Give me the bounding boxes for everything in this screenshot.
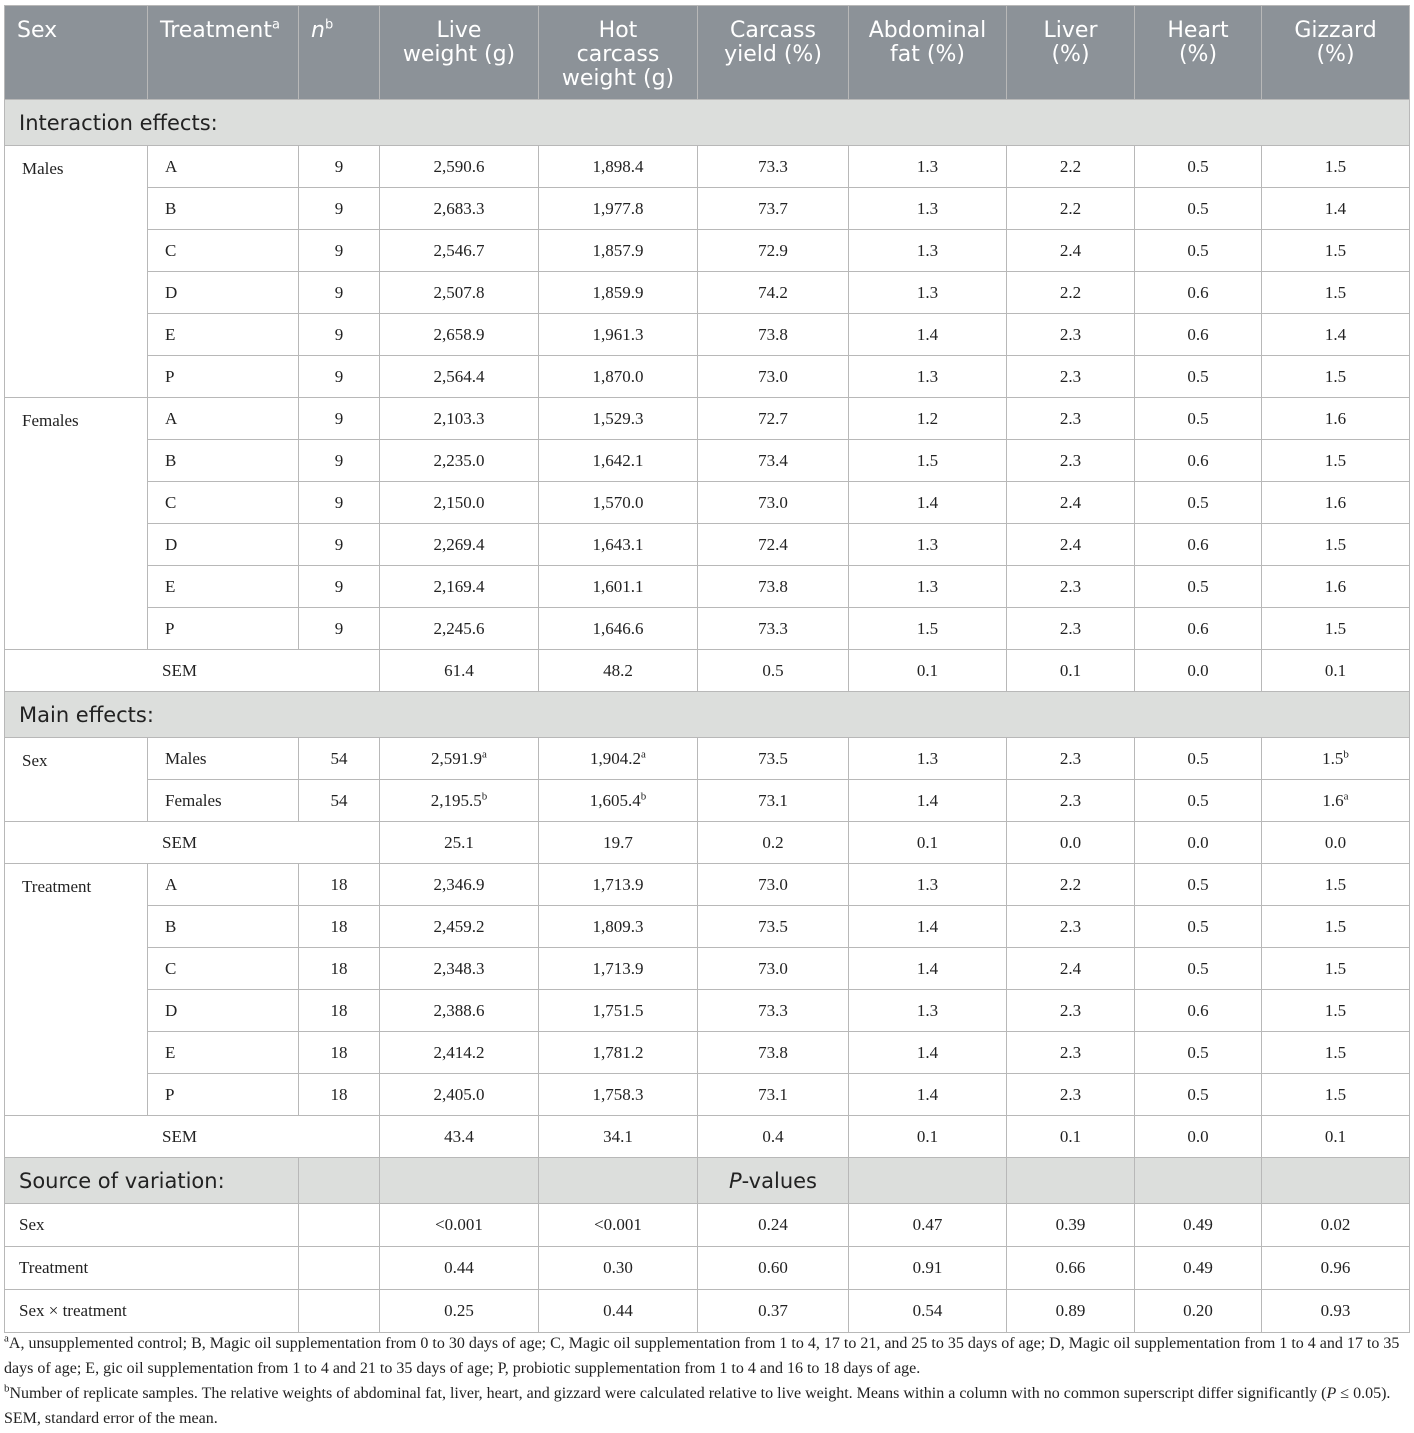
value-cell: 73.1 [698,780,849,822]
value-cell: 1.3 [849,566,1007,608]
header-row [5,6,1410,100]
col-abdominal-fat: Abdominal fat (%) [849,6,1007,100]
value-cell: 1.4 [849,1074,1007,1116]
value-cell: 2.2 [1007,272,1135,314]
value-cell: 1,977.8 [539,188,698,230]
table-body [5,100,1410,1333]
value-cell: 2,245.6 [380,608,539,650]
value-cell: 0.5 [1135,906,1262,948]
treatment-cell: E [148,1032,299,1074]
value-cell: 1,570.0 [539,482,698,524]
value-cell: 2,169.4 [380,566,539,608]
blank-cell [1135,1158,1262,1204]
sem-value: 0.5 [698,650,849,692]
sem-value: 0.1 [849,1116,1007,1158]
significance-superscript: b [481,789,488,802]
value-cell: 1,758.3 [539,1074,698,1116]
value-cell: 1.5 [1262,356,1410,398]
value-cell: 1,605.4$^b$ [539,780,698,822]
value-cell: 1.4 [1262,188,1410,230]
treatment-cell: A [148,864,299,906]
value-cell: 2,658.9 [380,314,539,356]
table-row [5,566,1410,608]
value-cell: 1.5 [849,608,1007,650]
value-cell: 9 [299,356,380,398]
value-cell: 0.5 [1135,864,1262,906]
table-row [5,1074,1410,1116]
value-cell: 1.5 [849,440,1007,482]
value-cell: 1.3 [849,188,1007,230]
value-cell: 18 [299,990,380,1032]
sem-row [5,822,1410,864]
value-cell: 0.6 [1135,272,1262,314]
value-cell: 0.6 [1135,990,1262,1032]
value-cell: 0.5 [1135,1032,1262,1074]
value-cell: 73.3 [698,608,849,650]
value-cell: 2.3 [1007,906,1135,948]
value-cell: 73.7 [698,188,849,230]
sem-value: 48.2 [539,650,698,692]
table-row [5,864,1410,906]
sem-value: 0.1 [1262,650,1410,692]
pvalue-row [5,1247,1410,1290]
value-cell: 9 [299,272,380,314]
value-cell: 1,601.1 [539,566,698,608]
footnote-a: $^a$A, unsupplemented control; B, Magic oil supplementation from 0 to 30 days of age; C, Magic oil supplementation from 1 to 4, 17 to 21, and 25 to 35 days of age; D, Magic oil supplementation from 1 to 4 and 17 to 35 days of age; E, gic oil supplementation from 1 to 4 and 21 to 35 days of age; P, probiotic supplementation from 1 to 4 and 16 to 18 days of age. [4,1332,1400,1377]
value-cell: 0.5 [1135,230,1262,272]
significance-superscript: a [482,747,487,760]
value-cell: 1,529.3 [539,398,698,440]
value-cell: 9 [299,188,380,230]
value-cell: 2,150.0 [380,482,539,524]
col-treatment: Treatment$^a$ [148,6,299,100]
value-cell: 1.3 [849,230,1007,272]
pvalue-cell: 0.54 [849,1290,1007,1333]
blank-cell [849,1158,1007,1204]
table-row [5,188,1410,230]
pvalue-cell: 0.37 [698,1290,849,1333]
value-cell: 2,564.4 [380,356,539,398]
pvalue-cell: 0.44 [539,1290,698,1333]
sem-value: 0.0 [1007,822,1135,864]
value-cell: 2.4 [1007,230,1135,272]
value-cell: 1,781.2 [539,1032,698,1074]
value-cell: 1.3 [849,272,1007,314]
treatment-cell: B [148,440,299,482]
value-cell: 0.5 [1135,566,1262,608]
value-cell: 2,507.8 [380,272,539,314]
value-cell: 1,857.9 [539,230,698,272]
value-cell: 74.2 [698,272,849,314]
value-cell: 1,809.3 [539,906,698,948]
value-cell: 1,646.6 [539,608,698,650]
pvalue-cell: 0.96 [1262,1247,1410,1290]
table-row [5,272,1410,314]
pvalue-cell: 0.66 [1007,1247,1135,1290]
sem-label: SEM [5,822,380,864]
value-cell: 1.3 [849,146,1007,188]
value-cell: 2.2 [1007,146,1135,188]
pvalue-cell: 0.49 [1135,1204,1262,1247]
blank-cell [299,1290,380,1333]
value-cell: 1.4 [849,780,1007,822]
value-cell: 2,414.2 [380,1032,539,1074]
sem-value: 19.7 [539,822,698,864]
value-cell: 1.4 [849,906,1007,948]
pvalue-cell: 0.89 [1007,1290,1135,1333]
significance-superscript: b [1343,747,1349,760]
table-row [5,780,1410,822]
value-cell: 2.3 [1007,780,1135,822]
pvalue-cell: 0.25 [380,1290,539,1333]
value-cell: 1,642.1 [539,440,698,482]
value-cell: 73.8 [698,314,849,356]
sem-value: 0.1 [849,650,1007,692]
value-cell: 0.6 [1135,608,1262,650]
value-cell: 1.5 [1262,230,1410,272]
value-cell: 2,590.6 [380,146,539,188]
sem-value: 43.4 [380,1116,539,1158]
value-cell: 1.6 [1262,566,1410,608]
significance-superscript: b [640,789,647,802]
blank-cell [1007,1158,1135,1204]
table-row [5,398,1410,440]
value-cell: 2.4 [1007,482,1135,524]
sem-value: 0.1 [849,822,1007,864]
value-cell: 73.4 [698,440,849,482]
value-cell: 1.5 [1262,906,1410,948]
value-cell: 0.5 [1135,356,1262,398]
col-carcass-yield: Carcass yield (%) [698,6,849,100]
value-cell: 1.5 [1262,948,1410,990]
value-cell: 2.4 [1007,524,1135,566]
value-cell: 2,546.7 [380,230,539,272]
value-cell: 9 [299,566,380,608]
sem-value: 34.1 [539,1116,698,1158]
sem-value: 0.1 [1007,650,1135,692]
value-cell: 1.5 [1262,864,1410,906]
table-row [5,482,1410,524]
pvalue-row [5,1290,1410,1333]
value-cell: 9 [299,398,380,440]
value-cell: 0.5 [1135,948,1262,990]
pvalue-cell: 0.39 [1007,1204,1135,1247]
value-cell: 72.9 [698,230,849,272]
col-hot-carcass-weight: Hot carcass weight (g) [539,6,698,100]
value-cell: 2.2 [1007,188,1135,230]
value-cell: 2.3 [1007,398,1135,440]
value-cell: 72.4 [698,524,849,566]
pvalue-cell: 0.44 [380,1247,539,1290]
value-cell: 0.5 [1135,780,1262,822]
value-cell: 2.3 [1007,738,1135,780]
group-label: Females [5,398,148,650]
value-cell: 54 [299,738,380,780]
value-cell: 2,591.9$^a$ [380,738,539,780]
pvalue-cell: 0.93 [1262,1290,1410,1333]
value-cell: 18 [299,948,380,990]
value-cell: 9 [299,440,380,482]
blank-cell [539,1158,698,1204]
sem-label: SEM [5,1116,380,1158]
table-row [5,608,1410,650]
value-cell: 2.3 [1007,1074,1135,1116]
group-label: Sex [5,738,148,822]
footnote-b: $^b$Number of replicate samples. The relative weights of abdominal fat, liver, heart, and gizzard were calculated relative to live weight. Means within a column with no common superscript differ significantly (P ≤ 0.05). SEM, standard error of the mean. [4,1382,1391,1427]
table-row [5,440,1410,482]
blank-cell [299,1158,380,1204]
value-cell: 2.3 [1007,440,1135,482]
pvalue-cell: 0.60 [698,1247,849,1290]
value-cell: 2.3 [1007,990,1135,1032]
sem-value: 0.2 [698,822,849,864]
value-cell: 18 [299,864,380,906]
value-cell: 73.8 [698,1032,849,1074]
value-cell: 73.0 [698,482,849,524]
value-cell: 73.8 [698,566,849,608]
table-row [5,356,1410,398]
value-cell: 18 [299,1074,380,1116]
value-cell: 9 [299,524,380,566]
value-cell: 1.3 [849,738,1007,780]
value-cell: 2,346.9 [380,864,539,906]
value-cell: 1.6 [1262,482,1410,524]
value-cell: 9 [299,230,380,272]
source-label: Sex × treatment [5,1290,299,1333]
value-cell: 1.2 [849,398,1007,440]
section-source-of-variation [5,1158,1410,1204]
value-cell: 54 [299,780,380,822]
table-row [5,738,1410,780]
sem-value: 0.0 [1135,822,1262,864]
value-cell: 1,713.9 [539,948,698,990]
treatment-cell: P [148,356,299,398]
sem-label: SEM [5,650,380,692]
section-title: Interaction effects: [5,100,1410,146]
value-cell: 1.5 [1262,1032,1410,1074]
value-cell: 1.5$^b$ [1262,738,1410,780]
sem-value: 0.0 [1262,822,1410,864]
treatment-cell: C [148,948,299,990]
value-cell: 1.5 [1262,524,1410,566]
value-cell: 9 [299,146,380,188]
source-label: Sex [5,1204,299,1247]
value-cell: 2.3 [1007,356,1135,398]
value-cell: 1.3 [849,990,1007,1032]
value-cell: 1.3 [849,524,1007,566]
value-cell: 2.4 [1007,948,1135,990]
value-cell: 73.3 [698,146,849,188]
blank-cell [1262,1158,1410,1204]
pvalue-cell: 0.20 [1135,1290,1262,1333]
value-cell: 0.6 [1135,524,1262,566]
value-cell: 1.4 [849,948,1007,990]
value-cell: 2,388.6 [380,990,539,1032]
value-cell: 1.5 [1262,990,1410,1032]
sem-value: 61.4 [380,650,539,692]
value-cell: 1.5 [1262,1074,1410,1116]
treatment-cell: Males [148,738,299,780]
section-interaction-effects [5,100,1410,146]
treatment-cell: C [148,482,299,524]
table-row [5,990,1410,1032]
col-n: $n^b$ [299,6,380,100]
treatment-cell: Females [148,780,299,822]
value-cell: 73.1 [698,1074,849,1116]
value-cell: 1.6 [1262,398,1410,440]
value-cell: 0.5 [1135,188,1262,230]
blank-cell [299,1247,380,1290]
value-cell: 0.5 [1135,146,1262,188]
pvalue-cell: <0.001 [380,1204,539,1247]
sem-row [5,1116,1410,1158]
table-row [5,230,1410,272]
table-row [5,314,1410,356]
value-cell: 0.6 [1135,314,1262,356]
value-cell: 2,235.0 [380,440,539,482]
pvalue-cell: 0.47 [849,1204,1007,1247]
value-cell: 9 [299,482,380,524]
col-live-weight: Live weight (g) [380,6,539,100]
table-row [5,1032,1410,1074]
value-cell: 1.5 [1262,440,1410,482]
table-row [5,146,1410,188]
treatment-cell: E [148,566,299,608]
col-gizzard: Gizzard (%) [1262,6,1410,100]
value-cell: 2.3 [1007,1032,1135,1074]
value-cell: 2,683.3 [380,188,539,230]
value-cell: 1,961.3 [539,314,698,356]
value-cell: 73.0 [698,864,849,906]
value-cell: 2.3 [1007,566,1135,608]
treatment-cell: C [148,230,299,272]
value-cell: 0.5 [1135,482,1262,524]
value-cell: 1,904.2$^a$ [539,738,698,780]
value-cell: 2,348.3 [380,948,539,990]
value-cell: 1.6$^a$ [1262,780,1410,822]
pvalue-cell: 0.91 [849,1247,1007,1290]
value-cell: 1,870.0 [539,356,698,398]
value-cell: 73.3 [698,990,849,1032]
group-label: Males [5,146,148,398]
pvalue-cell: 0.30 [539,1247,698,1290]
group-label: Treatment [5,864,148,1116]
treatment-cell: B [148,906,299,948]
value-cell: 2.3 [1007,314,1135,356]
col-sex: Sex [5,6,148,100]
value-cell: 9 [299,314,380,356]
blank-cell [299,1204,380,1247]
source-label: Treatment [5,1247,299,1290]
treatment-cell: P [148,1074,299,1116]
pvalue-cell: <0.001 [539,1204,698,1247]
value-cell: 72.7 [698,398,849,440]
treatment-cell: D [148,272,299,314]
pvalue-cell: 0.49 [1135,1247,1262,1290]
treatment-cell: E [148,314,299,356]
value-cell: 2,459.2 [380,906,539,948]
significance-superscript: a [1343,789,1349,802]
value-cell: 1,643.1 [539,524,698,566]
section-main-effects [5,692,1410,738]
section-title: Main effects: [5,692,1410,738]
blank-cell [380,1158,539,1204]
value-cell: 1.3 [849,356,1007,398]
value-cell: 0.5 [1135,398,1262,440]
value-cell: 1.4 [849,482,1007,524]
value-cell: 2,269.4 [380,524,539,566]
value-cell: 73.5 [698,738,849,780]
value-cell: 1,713.9 [539,864,698,906]
pvalue-row [5,1204,1410,1247]
treatment-cell: D [148,990,299,1032]
value-cell: 1,898.4 [539,146,698,188]
pvalue-cell: 0.02 [1262,1204,1410,1247]
treatment-cell: P [148,608,299,650]
value-cell: 1,751.5 [539,990,698,1032]
sem-value: 0.0 [1135,1116,1262,1158]
treatment-cell: D [148,524,299,566]
value-cell: 2.3 [1007,608,1135,650]
value-cell: 73.0 [698,948,849,990]
value-cell: 1.4 [849,314,1007,356]
table-row [5,948,1410,990]
pvalues-label: P-values [698,1158,849,1204]
sem-value: 0.1 [1007,1116,1135,1158]
table-row [5,906,1410,948]
pvalue-cell: 0.24 [698,1204,849,1247]
value-cell: 1.4 [1262,314,1410,356]
footnotes [4,1331,1409,1431]
value-cell: 0.5 [1135,738,1262,780]
section-title: Source of variation: [5,1158,299,1204]
col-liver: Liver (%) [1007,6,1135,100]
value-cell: 0.5 [1135,1074,1262,1116]
sem-value: 0.0 [1135,650,1262,692]
sem-value: 0.1 [1262,1116,1410,1158]
value-cell: 73.0 [698,356,849,398]
value-cell: 18 [299,906,380,948]
value-cell: 2,195.5$^b$ [380,780,539,822]
value-cell: 18 [299,1032,380,1074]
sem-value: 0.4 [698,1116,849,1158]
value-cell: 1.3 [849,864,1007,906]
sem-row [5,650,1410,692]
sem-value: 25.1 [380,822,539,864]
value-cell: 1.5 [1262,608,1410,650]
table-row [5,524,1410,566]
value-cell: 73.5 [698,906,849,948]
value-cell: 1.4 [849,1032,1007,1074]
value-cell: 2,405.0 [380,1074,539,1116]
treatment-cell: A [148,398,299,440]
value-cell: 9 [299,608,380,650]
value-cell: 1.5 [1262,146,1410,188]
treatment-cell: B [148,188,299,230]
treatment-cell: A [148,146,299,188]
significance-superscript: a [641,747,646,760]
col-heart: Heart (%) [1135,6,1262,100]
value-cell: 1.5 [1262,272,1410,314]
value-cell: 0.6 [1135,440,1262,482]
value-cell: 2,103.3 [380,398,539,440]
value-cell: 2.2 [1007,864,1135,906]
carcass-traits-table [4,5,1410,1333]
value-cell: 1,859.9 [539,272,698,314]
